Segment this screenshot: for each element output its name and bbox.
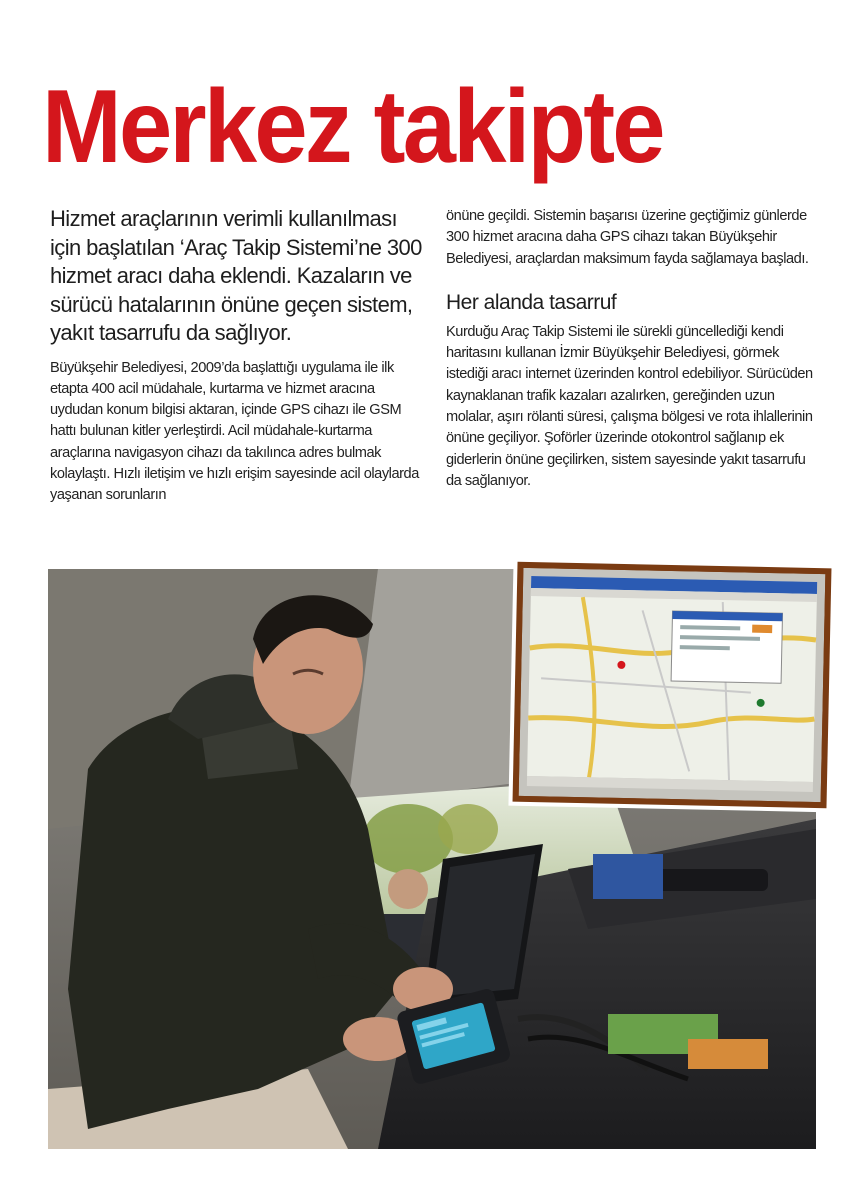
lead-paragraph: Hizmet araçlarının verimli kullanılması için başlatılan ‘Araç Takip Sistemi’ne 300 hizmet aracı daha eklendi. Kazaların ve sürücü hatalarının önüne geçen sistem, yakıt tasarrufu da sağlıyor. (50, 206, 422, 345)
paragraph-1: Büyükşehir Belediyesi, 2009’da başlattığı uygulama ile ilk etapta 400 acil müdahale, kurtarma ve hizmet aracına uydudan konum bilgisi aktaran, içinde GPS cihazı ile GSM hattı bulunan kitler yerleştirdi. Acil müdahale-kurtarma araçlarına navigasyon cihazı da takılınca adres bulmak kolaylaştı. Hızlı iletişim ve hızlı erişim sayesinde acil olaylarda yaşanan sorunların (50, 359, 419, 504)
map-screen-illustration (519, 568, 826, 802)
paragraph-2: önüne geçildi. Sistemin başarısı üzerine geçtiğimiz günlerde 300 hizmet aracına daha GPS cihazı takan Büyükşehir Belediyesi, araçlardan maksimum fayda sağlamaya başladı. (446, 208, 809, 267)
paragraph-3: Kurduğu Araç Takip Sistemi ile sürekli güncellediği kendi haritasını kullanan İzmir Büyükşehir Belediyesi, görmek istediği aracı internet üzerinden kontrol edebiliyor. Sürücüden kaynaklanan trafik kazaları azalırken, gereğinden uzun molalar, aşırı rölanti süresi, çalışma bölgesi ve rota ihlallerinin önüne geçiliyor. Şoförler üzerinde otokontrol sağlanıp ek giderlerin önüne geçilirken, sistem sayesinde yakıt tasarrufu da sağlanıyor. (446, 323, 813, 489)
left-column (50, 205, 422, 507)
subheading: Her alanda tasarruf (446, 290, 617, 314)
headline: Merkez takipte (42, 69, 663, 185)
monitor-inset (513, 562, 832, 809)
right-column (446, 206, 818, 492)
